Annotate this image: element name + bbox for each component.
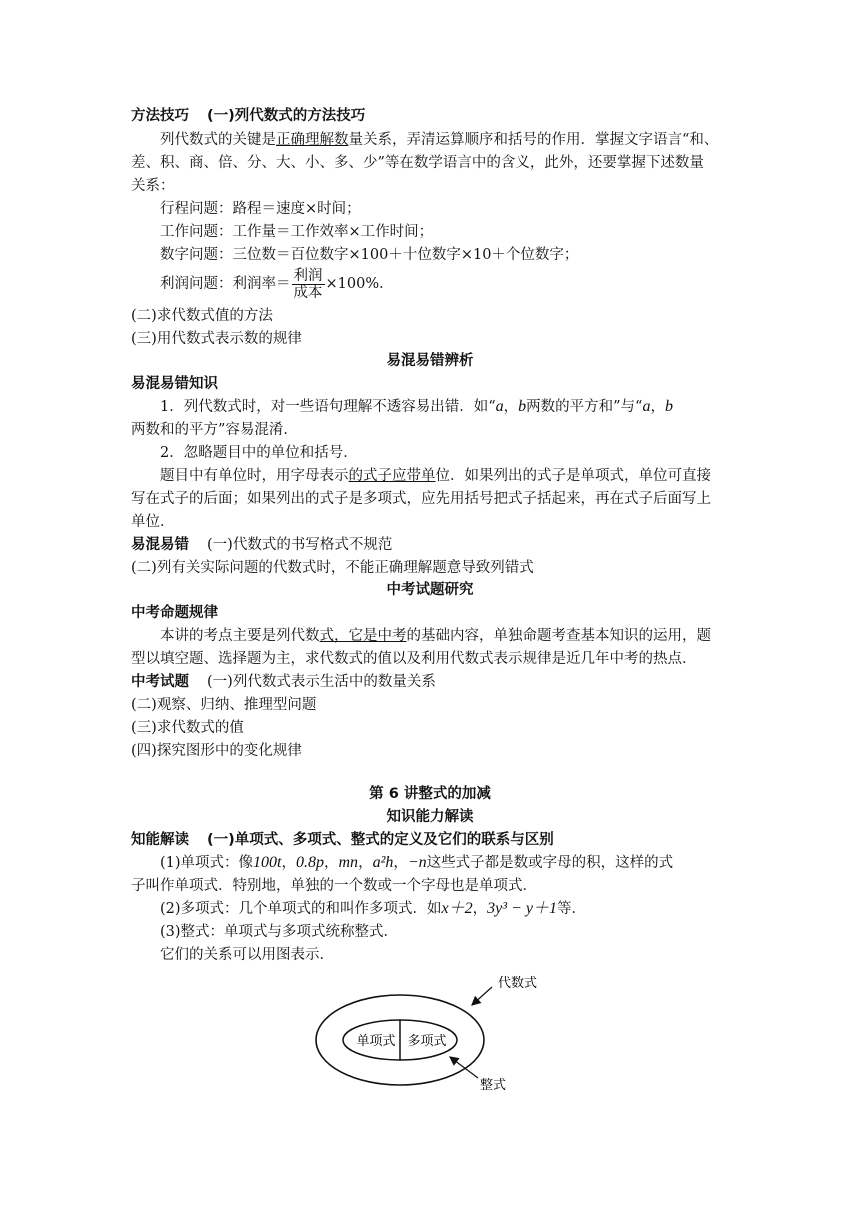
method-item-2: (二)求代数式值的方法: [131, 308, 273, 324]
method-paragraph-line2: 差、积、商、倍、分、大、小、多、少”等在数学语言中的含义，此外，还要掌握下述数量: [131, 155, 704, 171]
mistakes-point2: 2．忽略题目中的单位和括号．: [160, 445, 358, 461]
exam-question-heading: 中考试题: [131, 674, 189, 690]
digit-problem: 数字问题：三位数＝百位数字×100＋十位数字×10＋个位数字；: [160, 247, 579, 263]
relation-note: 它们的关系可以用图表示．: [160, 947, 334, 963]
method-paragraph-line3: 关系：: [131, 178, 175, 194]
profit-fraction: $\frac{\text{利润}}{\text{成本}}$: [293, 267, 323, 301]
method-heading-line: [131, 106, 365, 126]
polynomial-label: 多项式: [407, 1034, 447, 1049]
profit-problem: 利润问题：利润率＝ $\frac{\text{利润}}{\text{成本}}$ ×100%．: [160, 267, 394, 301]
mistakes-point3-line1: 题目中有单位时，用字母表示的式子应带单位．如果列出的式子是单项式，单位可直接: [160, 468, 711, 484]
method-subheading: (一)列代数式的方法技巧: [207, 108, 366, 124]
monomial-definition-line2: 子叫作单项式．特别地，单独的一个数或一个字母也是单项式．: [131, 878, 537, 894]
algebraic-arrow: [472, 987, 492, 1005]
integral-definition: (3)整式：单项式与多项式统称整式．: [160, 924, 399, 940]
exam-paragraph-line2: 型以填空题、选择题为主，求代数式的值以及利用代数式表示规律是近几年中考的热点．: [131, 651, 697, 667]
work-problem: 工作问题：工作量＝工作效率×工作时间；: [160, 224, 434, 240]
integral-expression-label: 整式: [480, 1078, 507, 1093]
lecture-title: 第 6 讲整式的加减: [369, 786, 491, 802]
exam-paragraph-line1: 本讲的考点主要是列代数式，它是中考的基础内容，单独命题考查基本知识的运用，题: [160, 628, 711, 644]
exam-question-2: (二)观察、归纳、推理型问题: [131, 697, 317, 713]
exam-subheading: 中考命题规律: [131, 605, 218, 621]
mistakes-subheading: 易混易错知识: [131, 376, 218, 392]
mistakes-point1-line2: 两数和的平方”容易混淆．: [131, 422, 298, 438]
exam-question-3: (三)求代数式的值: [131, 720, 244, 736]
monomial-label: 单项式: [356, 1034, 396, 1049]
method-item-3: (三)用代数式表示数的规律: [131, 331, 302, 347]
knowledge-heading-line: [131, 830, 554, 850]
method-heading: 方法技巧: [131, 108, 189, 124]
polynomial-definition: (2)多项式：几个单项式的和叫作多项式．如x＋2，3y³ − y＋1等．: [160, 900, 586, 917]
knowledge-subheading: (一)单项式、多项式、整式的定义及它们的联系与区别: [207, 832, 554, 848]
mistakes-error-2: (二)列有关实际问题的代数式时，不能正确理解题意导致列错式: [131, 560, 534, 576]
mistakes-point3-line3: 单位．: [131, 514, 175, 530]
exam-question-line: 中考试题 (一)列代数式表示生活中的数量关系: [131, 674, 436, 690]
expression-relation-diagram: [300, 965, 560, 1100]
monomial-definition-line1: (1)单项式：像100t，0.8p，mn，a²h，−n这些式子都是数或字母的积，这样的式: [160, 854, 674, 871]
section-title-mistakes: 易混易错辨析: [386, 353, 474, 369]
mistakes-error-line: 易混易错 (一)代数式的书写格式不规范: [131, 537, 393, 553]
section-title-exam: 中考试题研究: [386, 582, 474, 598]
method-paragraph-line1: 列代数式的关键是正确理解数量关系，弄清运算顺序和括号的作用．掌握文字语言“和、: [160, 132, 719, 148]
knowledge-heading: 知能解读: [131, 832, 189, 848]
mistakes-point3-line2: 写在式子的后面；如果列出的式子是多项式，应先用括号把式子括起来，再在式子后面写上: [131, 491, 711, 507]
travel-problem: 行程问题：路程＝速度×时间；: [160, 201, 361, 217]
exam-question-4: (四)探究图形中的变化规律: [131, 743, 302, 759]
lecture-subtitle: 知识能力解读: [386, 809, 474, 825]
mistakes-point1-line1: 1．列代数式时，对一些语句理解不透容易出错．如“a，b两数的平方和”与“a，b: [160, 398, 673, 415]
algebraic-expression-label: 代数式: [498, 976, 538, 991]
mistakes-error-heading: 易混易错: [131, 537, 189, 553]
